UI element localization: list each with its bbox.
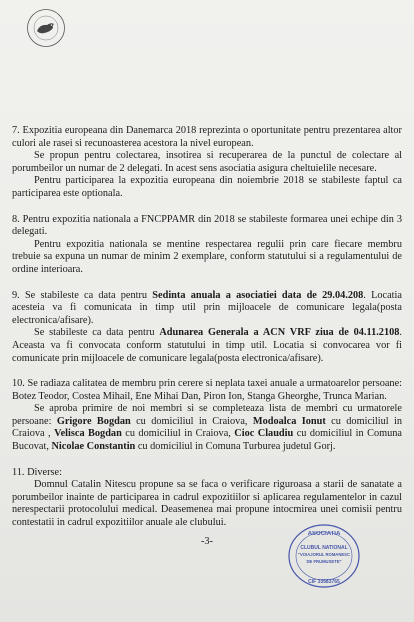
new-member: Modoalca Ionut xyxy=(252,415,326,427)
stamp-cif: CIF 33583765 xyxy=(308,579,340,585)
pigeon-icon xyxy=(37,23,54,33)
stamp-line-4: DE FRUMUSETE" xyxy=(306,559,342,564)
section-11-heading: 11. Diverse: xyxy=(12,466,62,478)
section-7-paragraph-2: Se propun pentru colectarea, insotirea si recuperarea de la punctul de colectare al porumbeilor un numar de 2 delegati. In acest sens asociatia asigura cheltuielile necesare. xyxy=(12,150,402,174)
club-logo xyxy=(26,8,66,48)
new-member: Velisca Bogdan xyxy=(54,428,122,440)
stamp-line-3: "VOIAJORUL ROMANESC xyxy=(298,552,350,557)
association-stamp xyxy=(286,522,362,590)
stamp-line-2: CLUBUL NATIONAL xyxy=(300,545,348,551)
new-member: Nicolae Constantin xyxy=(51,441,136,453)
section-8-paragraph-2: Pentru expozitia nationala se mentine respectarea regulii prin care fiecare membru trebuie sa expuna un numar de minim 2 exemplare, conform statutului si a regulamentului de ordine interioara. xyxy=(12,238,402,275)
section-7-paragraph-3: Pentru participarea la expozitia europeana din noiembrie 2018 se stabileste faptul ca participarea este optionala. xyxy=(12,175,402,199)
section-8-paragraph-1: 8. Pentru expozitia nationala a FNCPPAMR din 2018 se stabileste formarea unei echipe din 3 delegati. xyxy=(12,213,402,238)
section-9-paragraph-2: Se stabileste ca data pentru Adunarea Generala a ACN VRF ziua de 04.11.2108. Aceasta va fi convocata conform statutului in timp util. Locatia si convocarea vor fi comunicate prin mijloacele de comunicare legala(posta electronica/afisare). xyxy=(12,327,402,364)
stamp-line-1: ASOCIATIA xyxy=(307,531,341,537)
section-7-paragraph-1: 7. Expozitia europeana din Danemarca 2018 reprezinta o oportunitate pentru prezentarea altor culori ale rasei si recunoasterea acestora la nivel european. xyxy=(12,125,402,149)
page-number: -3- xyxy=(200,536,213,547)
new-member: Grigore Bogdan xyxy=(56,415,131,427)
section-10-paragraph-1: 10. Se radiaza calitatea de membru prin cerere si neplata taxei anuale a urmatoarelor persoane: Botez Teodor, Costea Mihail, Ene Mihai Dan, Piron Ion, Stanga Gheorghe, Trunca Marian. xyxy=(12,378,402,402)
new-member: Cioc Claudiu xyxy=(234,428,294,440)
section-10-paragraph-2: Se aproba primire de noi membri si se completeaza lista de membri cu urmatorele persoane: Grigore Bogdan cu domiciliul in Craiova, Modoalca Ionut cu domiciliul in Craiova , Velisca Bogdan cu domiciliul in Craiova, Cioc Claudiu cu domiciliul in Comuna Bucovat, Nicolae Constantin cu domiciliul in Comuna Turburea judetul Gorj. xyxy=(12,403,402,453)
annual-meeting-date: Sedinta anuala a asociatiei data de 29.04.208 xyxy=(152,289,364,301)
general-assembly-date: Adunarea Generala a ACN VRF ziua de 04.11.2108 xyxy=(159,327,400,339)
section-9-paragraph-1: 9. Se stabileste ca data pentru Sedinta anuala a asociatiei data de 29.04.208. Locatia acesteia va fi comunicata in timp util prin mijloacele de comunicare legala(posta electronica/afisare). xyxy=(12,289,402,326)
section-11-paragraph-1: Domnul Catalin Nitescu propune sa se faca o verificare riguroasa a starii de sanatate a porumbeilor inainte de participarea in cadrul expozitiilor si aplicarea regulamentelor in cazul nerespectarii protocolului medical. Deasemenea mai propune intocmirea unei comisii pentru contestatii in cadrul expozitiilor anuale ale clubului. xyxy=(12,479,402,529)
